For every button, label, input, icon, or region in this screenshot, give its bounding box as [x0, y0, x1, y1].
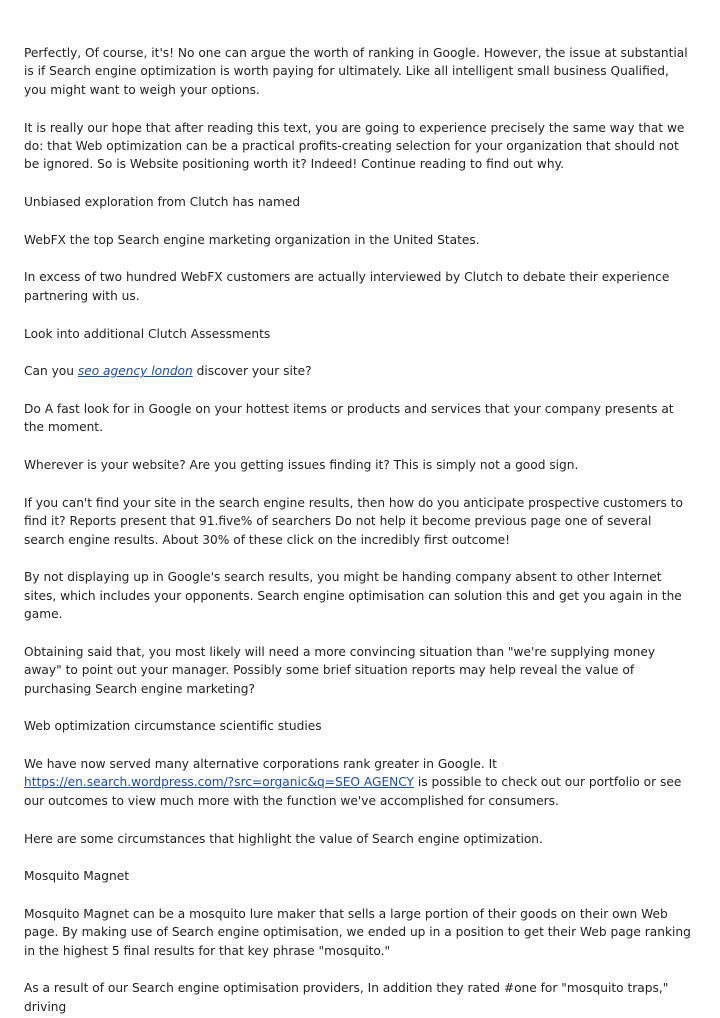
paragraph-mosquito-traps: As a result of our Search engine optimisation providers, In addition they rated #one for "mosquito traps," driving: [24, 981, 669, 1014]
paragraph-fast-look: Do A fast look for in Google on your hottest items or products and services that your company presents at the moment.: [24, 401, 674, 435]
paragraph-not-displaying: By not displaying up in Google's search results, you might be handing company absent to other Internet sites, which includes your opponents. Search engine optimisation can solution this and get you again in the game.: [24, 570, 682, 622]
paragraph-convincing-situation: Obtaining said that, you most likely will need a more convincing situation than "we're supplying money away" to point out your manager. Possibly some brief situation reports may help reveal the value of purchasing Search engine marketing?: [24, 644, 656, 696]
text-segment: Can you: [24, 364, 78, 379]
wordpress-search-link[interactable]: https://en.search.wordpress.com/?src=organic&q=SEO AGENCY: [24, 775, 415, 790]
paragraph-intro: Perfectly, Of course, it's! No one can argue the worth of ranking in Google. However, the issue at substantial is if Search engine optimization is worth paying for ultimately. Like all intelligent small business Qualified, you might want to weigh your options.: [24, 46, 688, 97]
paragraph-clutch-assessments: Look into additional Clutch Assessments: [24, 326, 271, 341]
text-segment: discover your site?: [192, 364, 312, 379]
paragraph-hope: It is really our hope that after reading this text, you are going to experience precisely the same way that we do: that Web optimization can be a practical profits-creating selection for your organization that should not be ignored. So is Website positioning worth it? Indeed! Continue reading to find out why.: [24, 120, 685, 172]
text-segment: We have now served many alternative corporations rank greater in Google. It: [24, 757, 497, 772]
paragraph-search-results: If you can't find your site in the search engine results, then how do you anticipate prospective customers to find it? Reports present that 91.five% of searchers Do not help it become previous page one of several search engine results. About 30% of these click on the incredibly first outcome!: [24, 495, 683, 547]
paragraph-discover-site: [24, 362, 692, 380]
text-segment: is possible to check out our portfolio or see our outcomes to view much more with the function we've accomplished for consumers.: [24, 775, 682, 808]
paragraph-clutch-named: Unbiased exploration from Clutch has named: [24, 195, 301, 210]
paragraph-served-corporations: [24, 755, 692, 810]
paragraph-circumstances: Here are some circumstances that highlight the value of Search engine optimization.: [24, 831, 543, 846]
paragraph-case-studies-heading: Web optimization circumstance scientific studies: [24, 719, 322, 734]
paragraph-webfx-top: WebFX the top Search engine marketing organization in the United States.: [24, 232, 480, 247]
paragraph-where-website: Wherever is your website? Are you getting issues finding it? This is simply not a good sign.: [24, 458, 579, 473]
paragraph-customers-interviewed: In excess of two hundred WebFX customers are actually interviewed by Clutch to debate their experience partnering with us.: [24, 270, 670, 303]
paragraph-mosquito-magnet: Mosquito Magnet can be a mosquito lure maker that sells a large portion of their goods on their own Web page. By making use of Search engine optimisation, we ended up in a position to get their Web page ranking in the highest 5 final results for that key phrase "mosquito.": [24, 906, 691, 958]
paragraph-mosquito-heading: Mosquito Magnet: [24, 869, 129, 884]
seo-agency-london-link[interactable]: seo agency london: [77, 364, 193, 379]
